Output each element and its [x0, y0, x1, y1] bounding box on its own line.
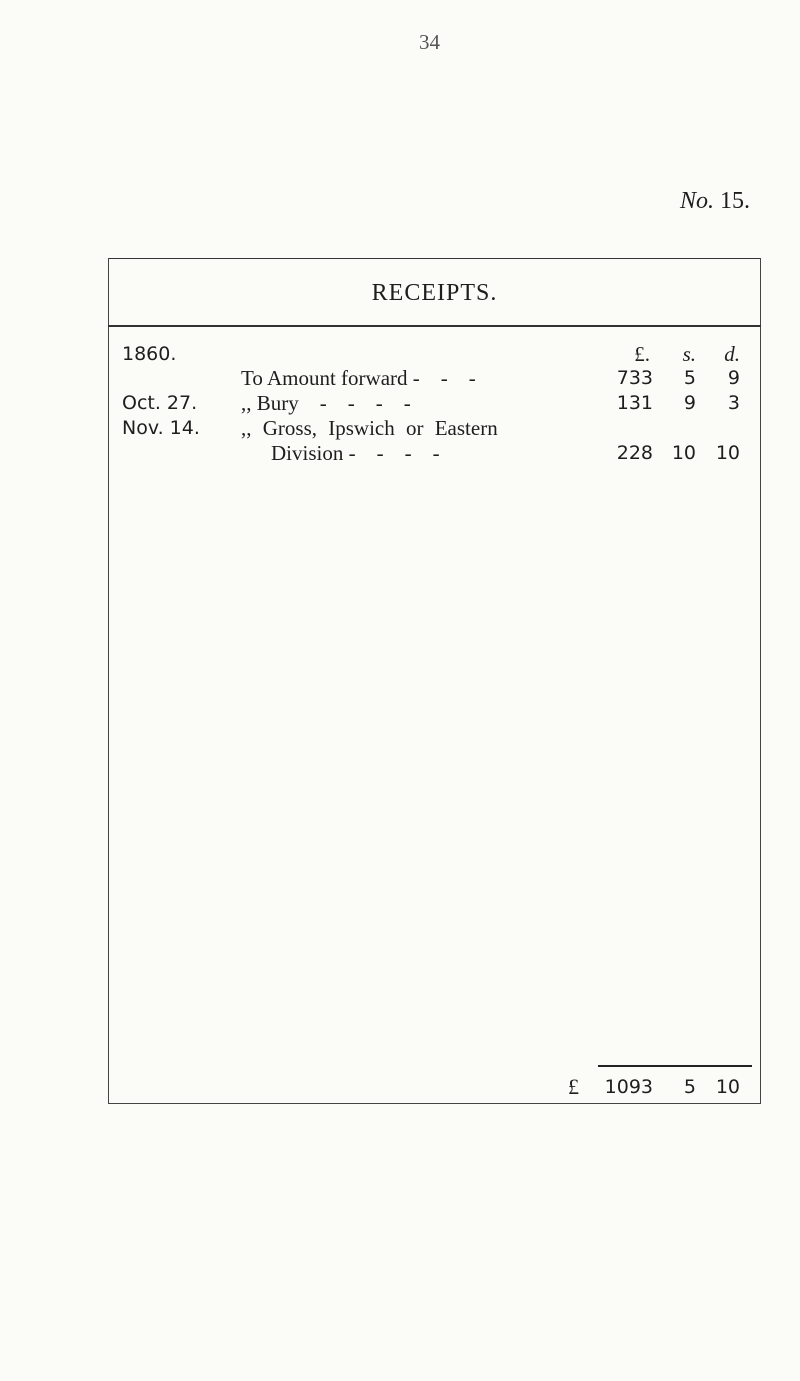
entry-description: To Amount forward - - - [241, 366, 476, 390]
document-number-value: 15. [720, 188, 751, 214]
entry-pence: 10 [715, 442, 740, 464]
entry-shillings: 9 [683, 392, 696, 414]
pence-header: d. [724, 342, 740, 366]
shillings-header: s. [682, 342, 696, 366]
document-number [680, 188, 750, 215]
entry-date: Nov. 14. [122, 417, 200, 439]
total-currency-symbol: £ [568, 1074, 579, 1099]
total-pence: 10 [715, 1076, 740, 1098]
header-divider [108, 325, 761, 327]
total-shillings: 5 [683, 1076, 696, 1098]
ledger-top-border [108, 258, 761, 259]
entry-pence: 9 [727, 367, 740, 389]
entry-description-continuation: Division - - - - [271, 441, 440, 465]
page-number: 34 [419, 30, 440, 54]
entry-date: Oct. 27. [122, 392, 198, 414]
entry-pence: 3 [727, 392, 740, 414]
entry-shillings: 5 [683, 367, 696, 389]
ledger-right-border [760, 258, 761, 1104]
total-pounds: 1093 [604, 1076, 653, 1098]
entry-pounds: 131 [616, 392, 653, 414]
ledger-bottom-border [108, 1103, 761, 1104]
entry-description: ,, Gross, Ipswich or Eastern [241, 416, 498, 440]
entry-shillings: 10 [671, 442, 696, 464]
entry-pounds: 228 [616, 442, 653, 464]
section-title: RECEIPTS. [371, 280, 498, 306]
sum-rule [598, 1065, 752, 1067]
ledger-left-border [108, 258, 109, 1104]
entry-pounds: 733 [616, 367, 653, 389]
pounds-header: £. [634, 342, 650, 366]
document-number-prefix: No. [680, 188, 715, 214]
entry-description: ,, Bury - - - - [241, 391, 411, 415]
year-label: 1860. [122, 343, 177, 365]
